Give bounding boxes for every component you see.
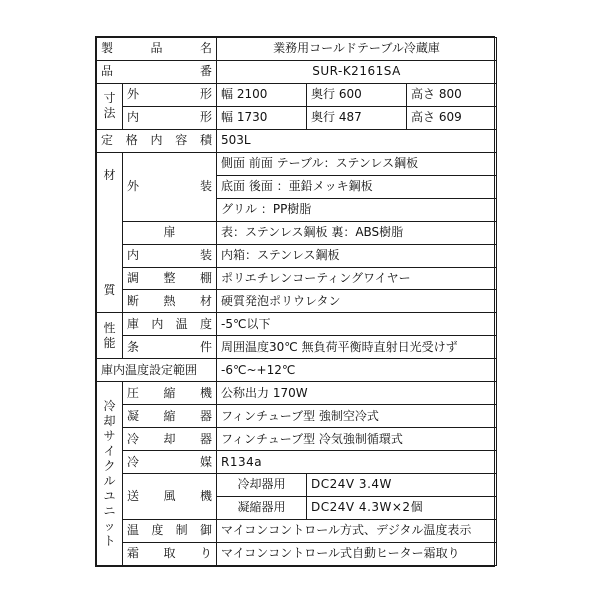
value-defrost: マイコンコントロール式自動ヒーター霜取り <box>217 542 497 565</box>
vertical-label: 冷 却 サ イ ク ル ユ ニ ッ ト <box>103 398 116 548</box>
value-inner-width: 幅 1730 <box>217 106 307 129</box>
label-condenser-fan: 凝縮器用 <box>217 497 307 520</box>
label-exterior <box>123 152 217 221</box>
spread-label: 外 装 <box>127 179 213 194</box>
row-cycle-condenser <box>97 405 497 428</box>
label-capacity <box>97 129 217 152</box>
spec-sheet <box>95 36 495 567</box>
label-cooler <box>123 428 217 451</box>
row-cycle-compressor <box>97 382 497 405</box>
group-performance <box>97 313 123 359</box>
spread-label: 調 整 棚 <box>127 270 213 285</box>
label-defrost <box>123 542 217 565</box>
label-condenser <box>123 405 217 428</box>
spread-label: 内 形 <box>127 110 213 125</box>
row-cycle-refrigerant <box>97 451 497 474</box>
value-temp-range: -6℃~+12℃ <box>217 359 497 382</box>
label-insulation <box>123 290 217 313</box>
label-outer <box>123 83 217 106</box>
label-interior <box>123 244 217 267</box>
value-outer-depth: 奥行 600 <box>307 83 407 106</box>
spread-label: 冷 却 器 <box>127 431 213 446</box>
spread-label: 内 装 <box>127 247 213 262</box>
value-temp-control: マイコンコントロール方式、デジタル温度表示 <box>217 520 497 543</box>
label-temp-range: 庫内温度設定範囲 <box>97 359 217 382</box>
label-condition <box>123 336 217 359</box>
value-shelf: ポリエチレンコーティングワイヤー <box>217 267 497 290</box>
label-product-name <box>97 38 217 61</box>
spread-label: 定 格 内 容 積 <box>101 133 213 148</box>
vertical-label: 寸 法 <box>103 91 116 121</box>
vertical-label: 材 質 <box>103 167 116 297</box>
label-shelf <box>123 267 217 290</box>
row-model <box>97 60 497 83</box>
row-material-door <box>97 221 497 244</box>
spread-label: 霜 取 り <box>127 546 213 561</box>
label-compressor <box>123 382 217 405</box>
row-cycle-temp-control <box>97 520 497 543</box>
spread-label: 条 件 <box>127 339 213 354</box>
value-condenser: フィンチューブ型 強制空冷式 <box>217 405 497 428</box>
row-product-name <box>97 38 497 61</box>
value-inner-height: 高さ 609 <box>407 106 497 129</box>
row-cycle-defrost <box>97 542 497 565</box>
value-outer-height: 高さ 800 <box>407 83 497 106</box>
row-performance-temp <box>97 313 497 336</box>
label-fan <box>123 474 217 520</box>
value-outer-width: 幅 2100 <box>217 83 307 106</box>
value-refrigerant: R134a <box>217 451 497 474</box>
spread-label: 送 風 機 <box>127 488 213 503</box>
spread-label: 外 形 <box>127 87 213 102</box>
value-product-name: 業務用コールドテーブル冷蔵庫 <box>217 38 497 61</box>
spec-table <box>96 37 497 566</box>
value-exterior-line3: グリル ：PP樹脂 <box>217 198 497 221</box>
spread-label: 凝 縮 器 <box>127 408 213 423</box>
label-cooler-fan: 冷却器用 <box>217 474 307 497</box>
row-material-insulation <box>97 290 497 313</box>
label-inner <box>123 106 217 129</box>
label-temp-control <box>123 520 217 543</box>
value-cooler-fan: DC24V 3.4W <box>307 474 497 497</box>
label-refrigerant <box>123 451 217 474</box>
value-inner-depth: 奥行 487 <box>307 106 407 129</box>
value-condenser-fan: DC24V 4.3W×2個 <box>307 497 497 520</box>
value-perf-temp: -5℃以下 <box>217 313 497 336</box>
spread-label: 断 熱 材 <box>127 293 213 308</box>
value-model: SUR-K2161SA <box>217 60 497 83</box>
row-cycle-cooler <box>97 428 497 451</box>
value-capacity: 503L <box>217 129 497 152</box>
label-perf-temp <box>123 313 217 336</box>
row-material-interior <box>97 244 497 267</box>
row-performance-condition <box>97 336 497 359</box>
spread-label: 圧 縮 機 <box>127 385 213 400</box>
spread-label: 品 番 <box>101 64 213 79</box>
value-compressor: 公称出力 170W <box>217 382 497 405</box>
vertical-label: 性 能 <box>103 320 116 350</box>
value-insulation: 硬質発泡ポリウレタン <box>217 290 497 313</box>
row-material-shelf <box>97 267 497 290</box>
value-exterior-line2: 底面 後面 ：亜鉛メッキ鋼板 <box>217 175 497 198</box>
value-exterior-line1: 側面 前面 テーブル：ステンレス鋼板 <box>217 152 497 175</box>
group-cycle <box>97 382 123 566</box>
row-cycle-fan-cooler <box>97 474 497 497</box>
group-material <box>97 152 123 313</box>
value-condition: 周囲温度30℃ 無負荷平衡時直射日光受けず <box>217 336 497 359</box>
row-dim-inner <box>97 106 497 129</box>
value-door: 表：ステンレス鋼板 裏：ABS樹脂 <box>217 221 497 244</box>
row-temp-range <box>97 359 497 382</box>
spread-label: 製 品 名 <box>101 41 213 56</box>
spread-label: 温 度 制 御 <box>127 523 212 538</box>
row-material-exterior-1 <box>97 152 497 175</box>
spread-label: 冷 媒 <box>127 454 213 469</box>
spread-label: 庫 内 温 度 <box>127 316 212 331</box>
label-model <box>97 60 217 83</box>
value-cooler: フィンチューブ型 冷気強制循環式 <box>217 428 497 451</box>
group-dimensions <box>97 83 123 129</box>
row-capacity <box>97 129 497 152</box>
value-interior: 内箱：ステンレス鋼板 <box>217 244 497 267</box>
row-dim-outer <box>97 83 497 106</box>
label-door: 扉 <box>123 221 217 244</box>
